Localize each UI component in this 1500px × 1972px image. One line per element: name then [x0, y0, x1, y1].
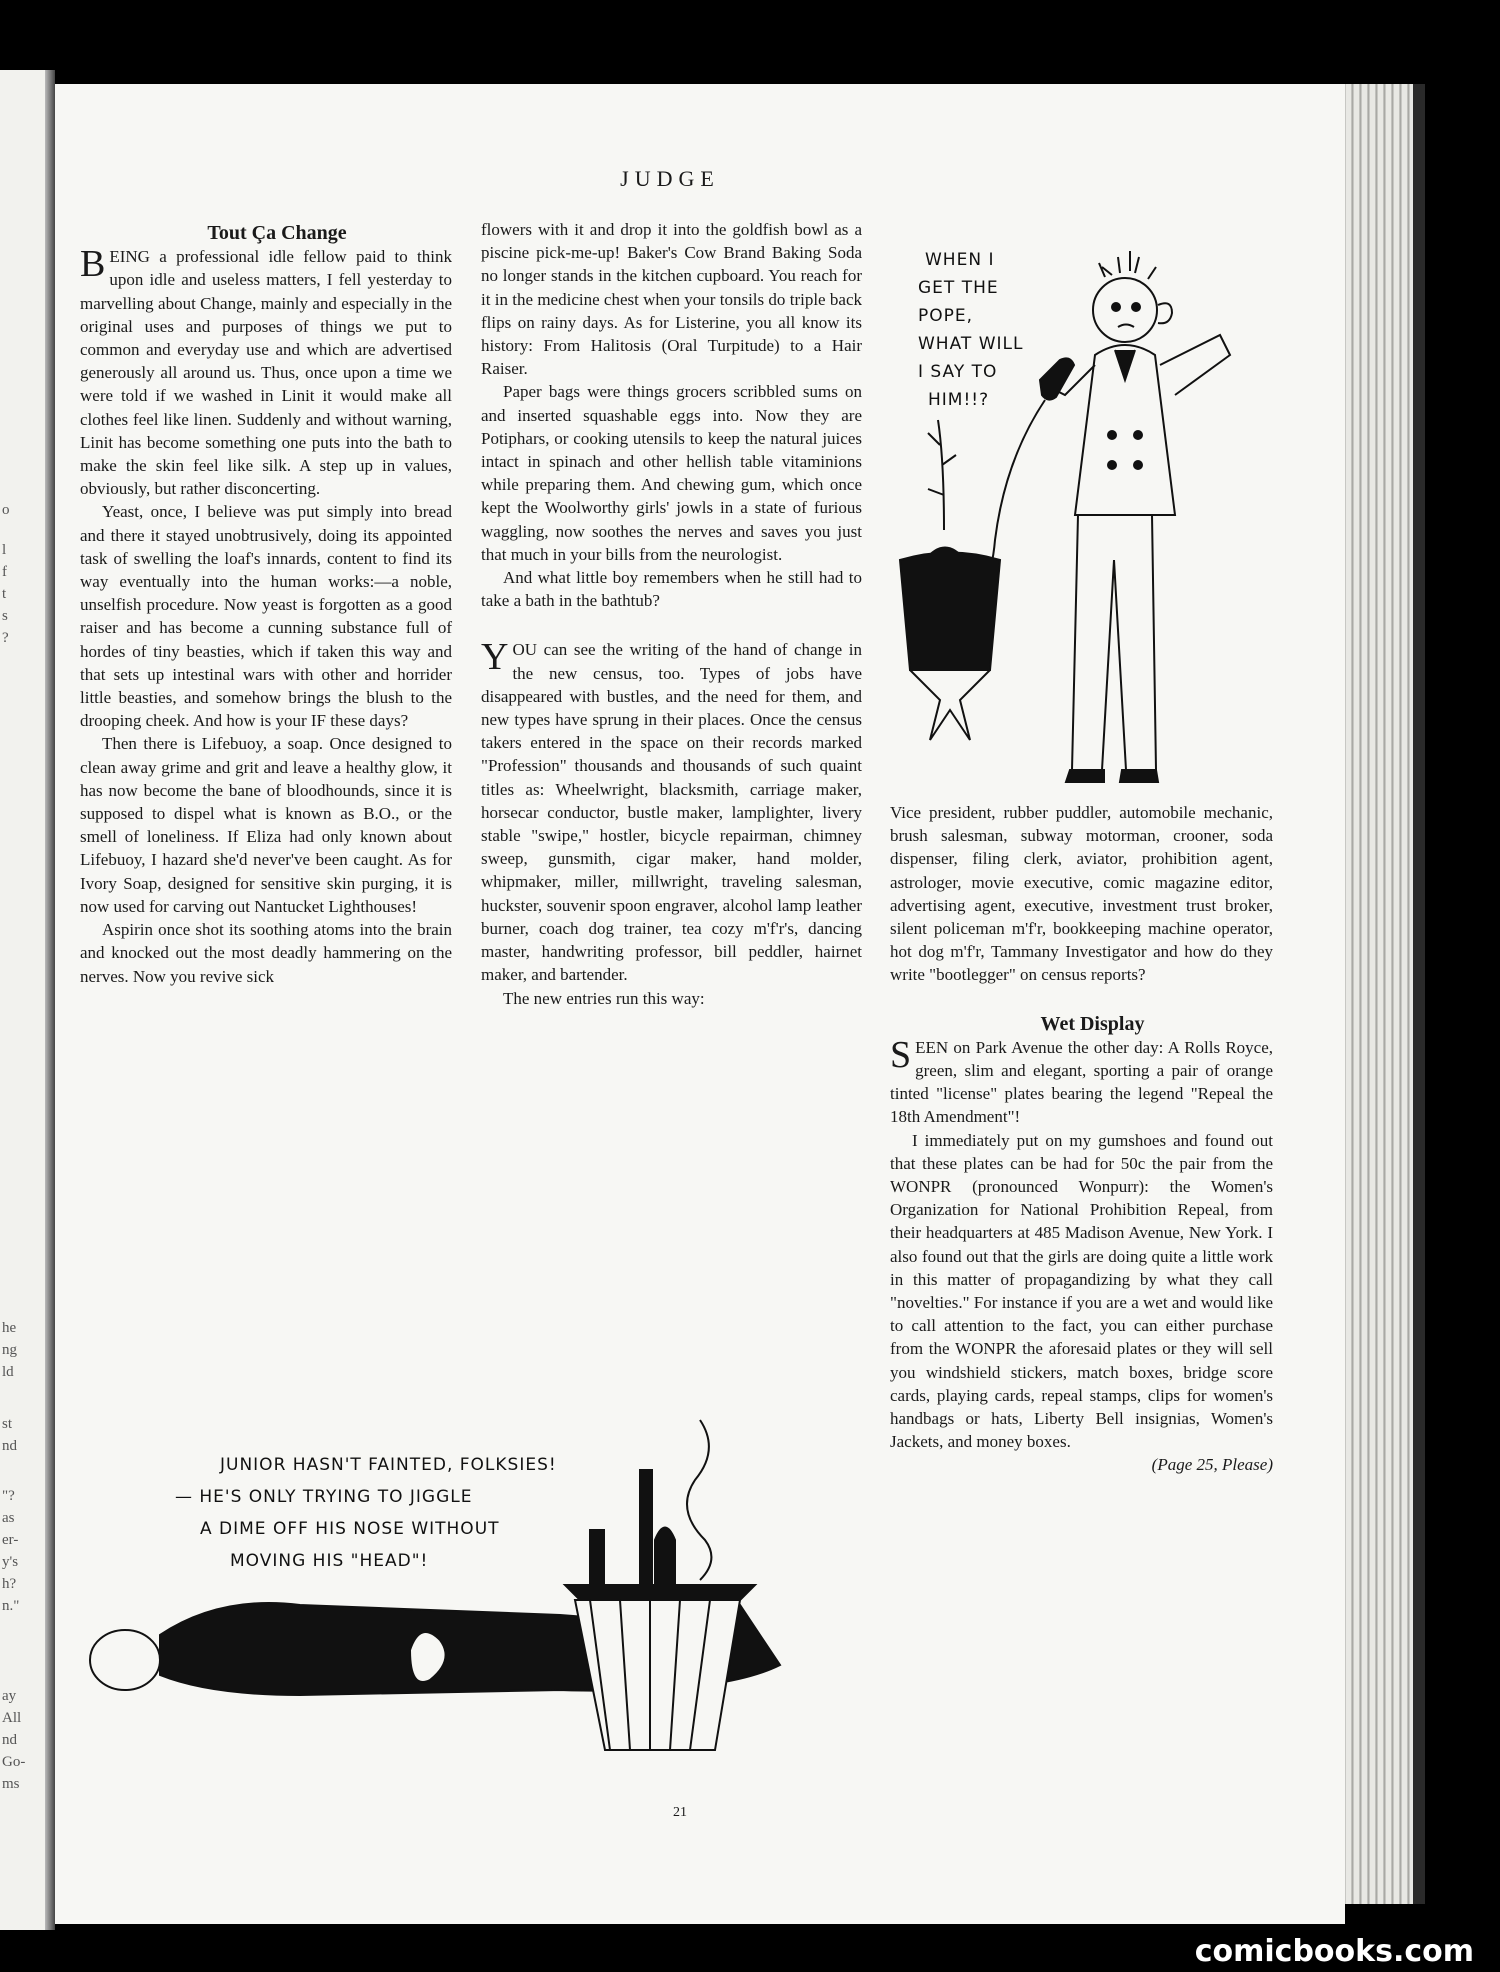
facing-page-fragment: "? [2, 1488, 15, 1504]
facing-page-fragment: nd [2, 1438, 17, 1454]
telephone-cartoon [880, 215, 1260, 785]
article-paragraph: flowers with it and drop it into the goldfish bowl as a piscine pick-me-up! Baker's Cow Brand Baking Soda no longer stands in the kitchen cupboard. You reach for it in the medicine chest when your tonsils do triple back flips on rainy days. As for Listerine, you all know its history: From Halitosis (Oral Turpitude) to a Hair Raiser. [481, 220, 862, 379]
facing-page-fragment: er- [2, 1532, 19, 1548]
facing-page-fragment: s [2, 608, 8, 624]
cartoon-caption-line: POPE, [918, 306, 974, 326]
drop-cap: S [890, 1033, 912, 1076]
cartoon-caption-line: — HE'S ONLY TRYING TO JIGGLE [175, 1487, 473, 1507]
drop-cap: Y [481, 636, 509, 679]
page-stack-shadow [1413, 84, 1425, 1904]
facing-page-fragment: o [2, 502, 10, 518]
article-title: Tout Ça Change [207, 222, 347, 244]
drop-cap: B [80, 243, 106, 286]
cartoon-caption-line: WHEN I [925, 250, 995, 270]
smoke-icon [687, 1420, 711, 1580]
cartoon-caption-line: WHAT WILL [918, 334, 1024, 354]
facing-page-fragment: as [2, 1510, 15, 1526]
article-paragraph: Aspirin once shot its soothing atoms into the brain and knocked out the most deadly hammering on the nerves. Now you revive sick [80, 920, 452, 986]
article-paragraph: Then there is Lifebuoy, a soap. Once designed to clean away grime and grit and leave a healthy glow, it has now become the bane of bloodhounds, since it is supposed to dispel what is known as B.O., or the smell of loneliness. If Eliza had only known about Lifebuoy, I hazard she'd never've been caught. As for Ivory Soap, designed for sensitive skin purging, it is now used for carving out Nantucket Lighthouses! [80, 734, 452, 916]
facing-page-fragment: t [2, 586, 7, 602]
facing-page-fragment: f [2, 564, 7, 580]
article-paragraph: The new entries run this way: [503, 988, 705, 1008]
paragraph-text: on Park Avenue the other day: A Rolls Royce, green, slim and elegant, sporting a pair of orange tinted "license" plates bearing the legend "Repeal the 18th Amendment"! [890, 1037, 1273, 1127]
paragraph-text: can see the writing of the hand of change in the new census, too. Types of jobs have disappeared with bustles, and the need for them, and new types have sprung in their places. Once the census takers entered in the space on their records marked "Profession" thousands and thousands of such quaint titles as: Wheelwright, blacksmith, carriage maker, horsecar conductor, bustle maker, lamplighter, livery stable "swipe," hostler, bicycle repairman, chimney sweep, gunsmith, cigar maker, hand molder, whipmaker, miller, millwright, traveling salesman, huckster, souvenir spoon engraver, alcohol lamp leather burner, coach dog trainer, tea cozy m'f'r's, dancing master, handwriting professor, bill peddler, hairnet maker, and bartender. [481, 640, 862, 985]
cartoon-caption-line: I SAY TO [918, 362, 998, 382]
page-number: 21 [673, 1805, 687, 1820]
continued-reference: (Page 25, Please) [1151, 1455, 1273, 1475]
running-header: JUDGE [620, 166, 720, 191]
facing-page-fragment: he [2, 1320, 17, 1336]
small-caps-lead: OU [512, 640, 538, 660]
article-title: Wet Display [1040, 1012, 1145, 1035]
facing-page-fragment: n." [2, 1598, 20, 1614]
cartoon-caption-line: HIM!!? [928, 390, 990, 410]
article-paragraph: Paper bags were things grocers scribbled sums on and inserted squashable eggs into. Now they are Potiphars, or cooking utensils to keep the natural juices intact in spinach and other hellish table vitaminions while preparing them. And chewing gum, which once kept the Woolworthy girls' jowls in a state of furious waggling, now soothes the nerves and saves you just that much in your bills from the neurologist. [481, 382, 862, 564]
side-table-icon [565, 1470, 755, 1750]
facing-page-fragment: h? [2, 1576, 17, 1592]
article-column-3 [890, 801, 1273, 1477]
article-paragraph [890, 1033, 1273, 1129]
article-paragraph: Vice president, rubber puddler, automobile mechanic, brush salesman, subway motorman, crooner, soda dispenser, filing clerk, aviator, prohibition agent, astrologer, movie executive, comic magazine editor, advertising agent, executive, investment trust broker, silent policeman m'f'r, bookkeeping machine operator, hot dog m'f'r, Tammany Investigator and how do they write "bootlegger" on census reports? [890, 803, 1273, 985]
facing-page-fragment: y's [2, 1554, 19, 1570]
article-paragraph [80, 245, 452, 500]
cartoon-caption-line: GET THE [918, 278, 999, 298]
paragraph-text: a professional idle fellow paid to think upon idle and useless matters, I fell yesterday to marvelling about Change, mainly and especially in the original uses and purposes of things we put to common and everyday use and which are advertised generously all around us. Thus, once upon a time we were told if we washed in Linit it would make all clothes feel like linen. Suddenly and without warning, Linit has become something one puts into the bath to make the skin feel like silk. A step up in values, obviously, but rather disconcerting. [80, 247, 452, 499]
article-paragraph: I immediately put on my gumshoes and found out that these plates can be had for 50c the pair from the WONPR (pronounced Wonpurr): the Women's Organization for National Prohibition Repeal, from their headquarters at 485 Madison Avenue, New York. I also found out that the girls are doing quite a little work in this matter of propagandizing by what they call "novelties." For instance if you are a wet and would like to call attention to the fact, you can either purchase from the WONPR the aforesaid plates or they will sell you windshield stickers, match boxes, bridge score cards, playing cards, repeal stamps, clips for women's handbags or hats, Liberty Bell insignias, Women's Jackets, and money boxes. [890, 1130, 1273, 1452]
facing-page-fragment: Go- [2, 1754, 26, 1770]
cartoon-caption-line: JUNIOR HASN'T FAINTED, FOLKSIES! [220, 1455, 557, 1475]
facing-page-fragment: ? [2, 630, 9, 646]
site-watermark: comicbooks.com [1194, 1934, 1474, 1969]
article-column-2 [481, 218, 862, 1010]
section-break [890, 987, 1273, 1013]
facing-page-fragment: ld [2, 1364, 14, 1380]
facing-page-fragment: nd [2, 1732, 17, 1748]
man-figure [1045, 251, 1230, 782]
small-caps-lead: EING [109, 247, 150, 267]
facing-page-fragment: l [2, 542, 7, 558]
article-paragraph: And what little boy remembers when he still had to take a bath in the bathtub? [481, 568, 862, 611]
facing-page-fragment: ay [2, 1688, 17, 1704]
facing-page-edge [0, 70, 55, 1930]
cartoon-caption-line: MOVING HIS "HEAD"! [230, 1551, 429, 1571]
small-caps-lead: EEN [915, 1037, 949, 1057]
section-break [481, 612, 862, 638]
facing-page-fragment: ng [2, 1342, 17, 1358]
facing-page-fragment: st [2, 1416, 13, 1432]
phone-stand-icon [900, 420, 1000, 740]
cartoon-caption-line: A DIME OFF HIS NOSE WITHOUT [200, 1519, 500, 1539]
facing-page-fragment: All [2, 1710, 22, 1726]
article-paragraph [481, 638, 862, 986]
junior-cartoon [80, 1410, 880, 1790]
article-paragraph: Yeast, once, I believe was put simply into bread and there it stayed unobtrusively, doing its appointed task of swelling the loaf's innards, content to find its way eventually into the human works:—a noble, unselfish procedure. Now yeast is forgotten as a good raiser and has become a cunning substance full of hordes of tiny beasties, which if taken this way and that sets up intestinal wars with other and horrider little beasties, and somehow brings the blush to the drooping cheek. And how is your IF these days? [80, 502, 452, 731]
article-column-1 [80, 222, 452, 988]
facing-page-fragment: ms [2, 1776, 20, 1792]
book-gutter [45, 70, 55, 1930]
